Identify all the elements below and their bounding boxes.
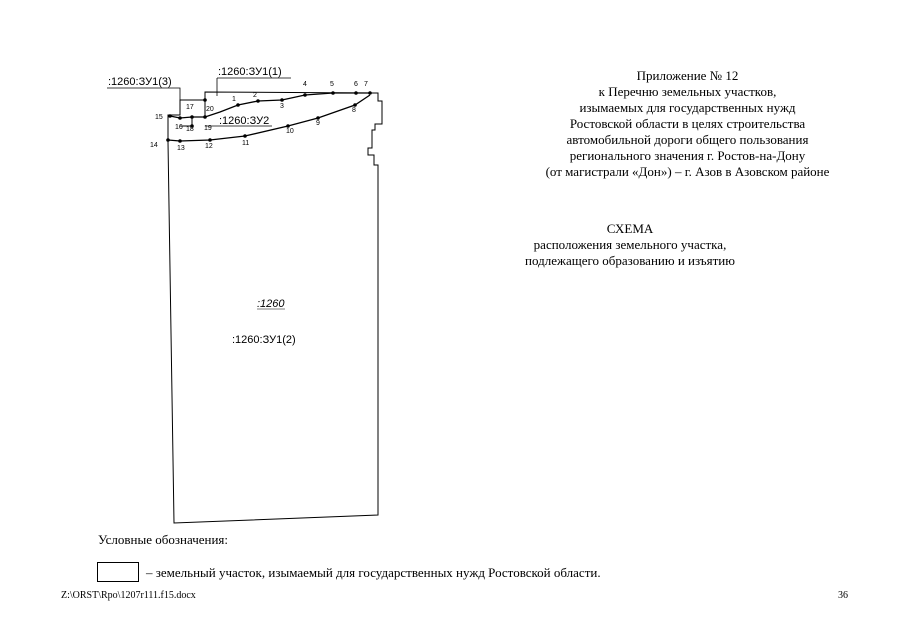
boundary-point-label: 3: [280, 103, 284, 110]
boundary-point: [331, 91, 335, 95]
label-zu1-3: :1260:ЗУ1(3): [108, 76, 172, 88]
boundary-point-label: 9: [316, 120, 320, 127]
boundary-point-label: 7: [364, 81, 368, 88]
leader-zu1-3: [107, 88, 180, 100]
boundary-point: [236, 103, 240, 107]
header-line: Ростовской области в целях строительства: [569, 116, 806, 131]
boundary-point-label: 16: [175, 124, 183, 131]
boundary-point: [168, 114, 172, 118]
label-zu2: :1260:ЗУ2: [219, 115, 270, 127]
boundary-point: [208, 138, 212, 142]
boundary-point-label: 14: [150, 142, 158, 149]
boundary-point: [190, 115, 194, 119]
boundary-point-label: 5: [330, 81, 334, 88]
legend-title: Условные обозначения:: [98, 532, 229, 547]
boundary-point: [178, 139, 182, 143]
boundary-point-label: 19: [204, 125, 212, 132]
boundary-point: [303, 93, 307, 97]
label-parcel: :1260: [257, 298, 285, 310]
header-line: регионального значения г. Ростов-на-Дону: [569, 148, 806, 163]
appendix-header: [510, 68, 865, 180]
header-line: автомобильной дороги общего пользования: [566, 132, 809, 147]
boundary-point-label: 13: [177, 145, 185, 152]
page-number: 36: [838, 590, 848, 601]
label-zu1-1: :1260:ЗУ1(1): [218, 66, 282, 78]
boundary-point-label: 2: [253, 92, 257, 99]
header-line: изымаемых для государственных нужд: [579, 100, 796, 115]
boundary-point-label: 4: [303, 81, 307, 88]
boundary-point-label: 11: [242, 140, 250, 147]
boundary-point: [368, 91, 372, 95]
scheme-line: подлежащего образованию и изъятию: [525, 253, 735, 268]
boundary-point-label: 20: [206, 106, 214, 113]
header-line: Приложение № 12: [636, 68, 739, 83]
boundary-point-label: 15: [155, 114, 163, 121]
boundary-point: [166, 138, 170, 142]
legend-item-text: – земельный участок, изымаемый для государственных нужд Ростовской области.: [146, 565, 601, 580]
boundary-point: [243, 134, 247, 138]
boundary-point: [203, 98, 207, 102]
boundary-point-label: 12: [205, 143, 213, 150]
header-line: (от магистрали «Дон») – г. Азов в Азовском районе: [545, 164, 830, 179]
boundary-point: [354, 91, 358, 95]
scheme-title-block: [480, 221, 780, 269]
boundary-point-label: 1: [232, 96, 236, 103]
label-zu1-2: :1260:ЗУ1(2): [232, 334, 296, 346]
boundary-point: [203, 115, 207, 119]
zu1-boundary: [170, 93, 370, 118]
scheme-line: расположения земельного участка,: [533, 237, 727, 252]
boundary-point: [256, 99, 260, 103]
boundary-point: [280, 98, 284, 102]
boundary-point: [178, 116, 182, 120]
boundary-point-label: 8: [352, 107, 356, 114]
boundary-point-label: 17: [186, 104, 194, 111]
boundary-point-label: 18: [186, 126, 194, 133]
legend-swatch: [97, 562, 139, 582]
header-line: к Перечню земельных участков,: [598, 84, 777, 99]
scheme-title: СХЕМА: [606, 221, 654, 236]
boundary-point-label: 10: [286, 128, 294, 135]
footer-file-path: Z:\ORST\Rpo\1207r111.f15.docx: [61, 590, 196, 601]
boundary-point-label: 6: [354, 81, 358, 88]
